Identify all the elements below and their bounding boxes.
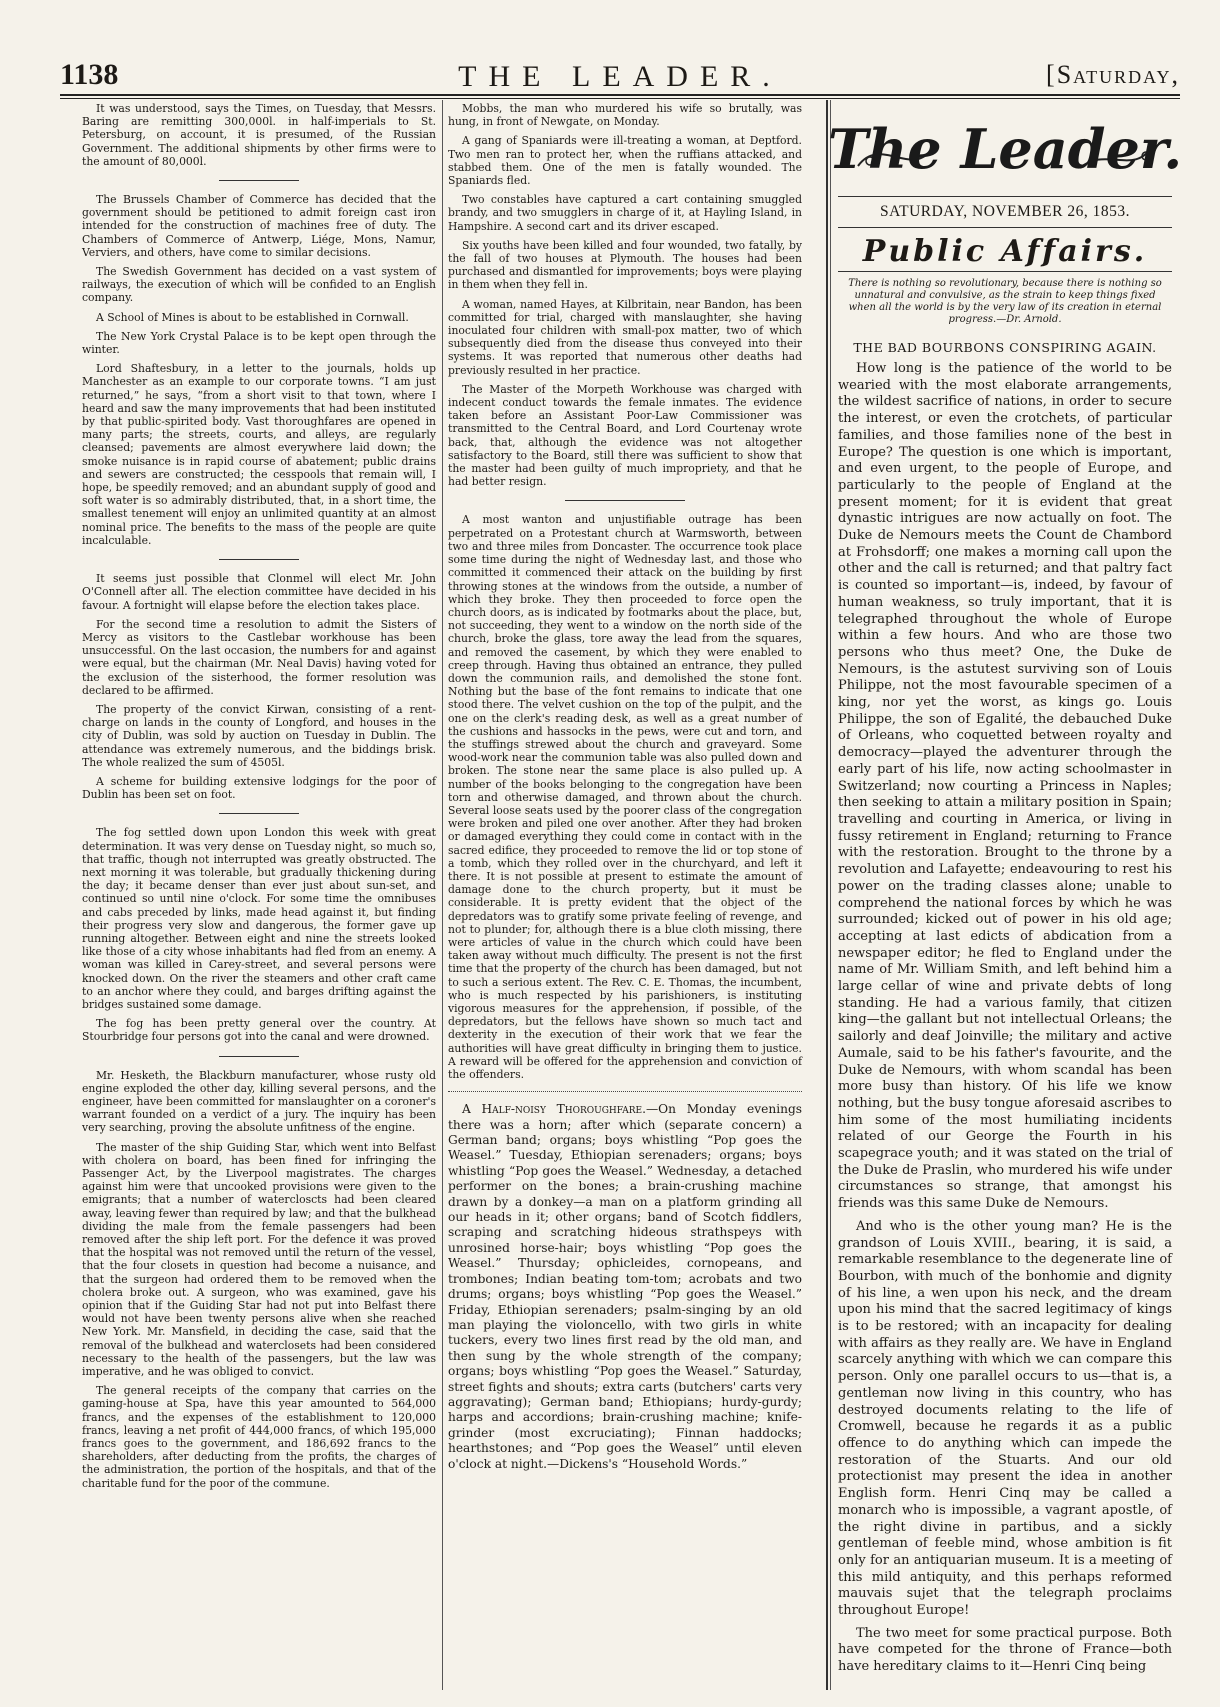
news-paragraph: A gang of Spaniards were ill-treating a woman, at Deptford. Two men ran to protect her, when the ruffians attacked, and stabbed them. One of the men is fatally wounded. The Spaniards fled.: [448, 134, 802, 188]
separator: [219, 813, 299, 814]
half-noisy-title: A Half-noisy Thoroughfare.: [462, 1102, 646, 1117]
page-number: 1138: [60, 58, 119, 91]
rule: [838, 271, 1172, 272]
column-divider-2: [826, 100, 828, 1690]
news-paragraph: The fog has been pretty general over the country. At Stourbridge four persons got into the canal and were drowned.: [82, 1017, 436, 1044]
column-2: [448, 102, 802, 1687]
news-paragraph: A most wanton and unjustifiable outrage has been perpetrated on a Protestant church at Warmsworth, between two and three miles from Doncaster. The occurrence took place some time during the night of Wednesday last, and those who committed it commenced their attack on the building by first throwing stones at the windows from the outside, a number of which they broke. They then proceeded to force open the church doors, as is indicated by footmarks about the place, but, not succeeding, they went to a window on the north side of the church, broke the glass, tore away the lead from the squares, and removed the casement, by which they were enabled to creep through. Having thus obtained an entrance, they pulled down the communion rails, and demolished the stone font. Nothing but the base of the font remains to indicate that one stood there. The velvet cushion on the top of the pulpit, and the one on the clerk's reading desk, as well as a great number of the cushions and hassocks in the pews, were cut and torn, and the stuffings strewed about the church and graveyard. Some wood-work near the communion table was also pulled down and broken. The stone near the same place is also pulled up. A number of the books belonging to the congregation have been torn and otherwise damaged, and thrown about the church. Several loose seats used by the poorer class of the congregation were broken and piled one over another. After they had broken or damaged everything they could come in contact with in the sacred edifice, they proceeded to remove the lid or top stone of a tomb, which they rolled over in the churchyard, and left it there. It is not possible at present to estimate the amount of damage done to the church property, but it must be considerable. It is pretty evident that the object of the depredators was to gratify some private feeling of revenge, and not to plunder; for, although there is a blue cloth missing, there were articles of value in the church which could have been taken away without much difficulty. The present is not the first time that the property of the church has been damaged, but not to such a serious extent. The Rev. C. E. Thomas, the incumbent, who is much respected by his parishioners, is instituting vigorous measures for the apprehension, if possible, of the depredators, but the fellows have shown so much tact and dexterity in the execution of their work that we fear the authorities will have great difficulty in bringing them to justice. A reward will be offered for the apprehension and conviction of the offenders.: [448, 513, 802, 1082]
epigraph: There is nothing so revolutionary, because there is nothing so unnatural and convulsive, as the strain to keep things fixed when all the world is by the very law of its creation in eternal progress.—Dr. Arnold.: [848, 278, 1162, 325]
news-paragraph: The Swedish Government has decided on a vast system of railways, the execution of which will be confided to an English company.: [82, 265, 436, 305]
article-title: THE BAD BOURBONS CONSPIRING AGAIN.: [853, 340, 1157, 355]
news-paragraph: The general receipts of the company that carries on the gaming-house at Spa, have this year amounted to 564,000 francs, and the expenses of the establishment to 120,000 francs, leaving a net profit of 444,000 francs, of which 195,000 francs goes to the government, and 186,692 francs to the shareholders, after deducting from the profits, the charges of the administration, the portion of the hospitals, and that of the charitable fund for the poor of the commune.: [82, 1384, 436, 1490]
rule: [838, 196, 1172, 197]
news-paragraph: Mobbs, the man who murdered his wife so brutally, was hung, in front of Newgate, on Monday.: [448, 102, 802, 129]
column-3: [827, 102, 1183, 1687]
logo-text: The Leader.: [827, 117, 1183, 181]
separator: [565, 500, 685, 501]
separator: [219, 559, 299, 560]
news-paragraph: It seems just possible that Clonmel will elect Mr. John O'Connell after all. The election committee have decided in his favour. A fortnight will elapse before the election takes place.: [82, 572, 436, 612]
logo-block: [827, 106, 1183, 190]
section-title: Public Affairs.: [862, 234, 1148, 269]
masthead-rule: [60, 94, 1180, 96]
the-leader-logo: [827, 106, 1183, 186]
dotted-separator: [448, 1091, 802, 1092]
news-paragraph: A scheme for building extensive lodgings for the poor of Dublin has been set on foot.: [82, 774, 436, 802]
paper-title: THE LEADER.: [458, 60, 782, 93]
masthead: [60, 58, 1180, 92]
dateline: SATURDAY, NOVEMBER 26, 1853.: [880, 203, 1130, 220]
column-divider-2b: [830, 100, 831, 1690]
day-label: [Saturday,: [1046, 60, 1180, 89]
news-paragraph: Two constables have captured a cart containing smuggled brandy, and two smugglers in charge of it, at Hayling Island, in Hampshire. A second cart and its driver escaped.: [448, 193, 802, 233]
half-noisy-text: —On Monday evenings there was a horn; after which (separate concern) a German band; organs; boys whistling “Pop goes the Weasel.” Tuesday, Ethiopian serenaders; organs; boys whistling “Pop goes the Weasel.” Wednesday, a detached performer on the bones; a brain-crushing machine drawn by a donkey—a man on a platform grinding all our heads in it; other organs; band of Scotch fiddlers, scraping and scratching hideous strathspeys with unrosined horse-hair; boys whistling “Pop goes the Weasel.” Thursday; ophicleides, cornopeans, and trombones; Indian beating tom-tom; acrobats and two drums; organs; boys whistling “Pop goes the Weasel.” Friday, Ethiopian serenaders; psalm-singing by an old man playing the violoncello, with two girls in white tuckers, every two lines first read by the old man, and then sung by the whole strength of the company; organs; boys whistling “Pop goes the Weasel.” Saturday, street fights and shouts; extra carts (butchers' carts very aggravating); German band; Ethiopians; hurdy-gurdy; harps and accordions; brain-crushing machine; knife-grinder (most excruciating); Finnan haddocks; hearthstones; and “Pop goes the Weasel” until eleven o'clock at night.—Dickens's “Household Words.”: [448, 1102, 803, 1471]
masthead-rule-thin: [60, 98, 1180, 99]
column-1: [82, 102, 436, 1687]
news-paragraph: The New York Crystal Palace is to be kept open through the winter.: [82, 329, 436, 357]
half-noisy-paragraph: [448, 1102, 802, 1472]
news-paragraph: The Brussels Chamber of Commerce has decided that the government should be petitioned to admit foreign cast iron intended for the construction of machines free of duty. The Chambers of Commerce of Antwerp, Liége, Mons, Namur, Verviers, and others, have come to similar decisions.: [82, 193, 436, 259]
news-paragraph: Six youths have been killed and four wounded, two fatally, by the fall of two houses at Plymouth. The houses had been purchased and dismantled for improvements; boys were playing in them when they fell in.: [448, 238, 802, 292]
news-paragraph: A School of Mines is about to be established in Cornwall.: [96, 310, 409, 324]
article-paragraph: The two meet for some practical purpose. Both have competed for the throne of France—both have hereditary claims to it—Henri Cinq being: [838, 1625, 1172, 1675]
news-paragraph: The fog settled down upon London this week with great determination. It was very dense on Tuesday night, so much so, that traffic, though not interrupted was greatly obstructed. The next morning it was tolerable, but gradually thickening during the day; it became denser than ever just about sun-set, and continued so until nine o'clock. For some time the omnibuses and cabs preceded by links, made head against it, but finding their progress very slow and dangerous, the former gave up running altogether. Between eight and nine the streets looked like those of a city whose inhabitants had fled from an enemy. A woman was killed in Carey-street, and several persons were knocked down. On the river the steamers and other craft came to an anchor where they could, and barges drifting against the bridges sustained some damage.: [82, 826, 436, 1011]
news-paragraph: It was understood, says the Times, on Tuesday, that Messrs. Baring are remitting 300,000l. in half-imperials to St. Petersburg, on account, it is presumed, of the Russian Government. The additional shipments by other firms were to the amount of 80,000l.: [82, 102, 436, 168]
separator: [219, 180, 299, 181]
rule: [838, 227, 1172, 228]
news-paragraph: The property of the convict Kirwan, consisting of a rent-charge on lands in the county of Longford, and houses in the city of Dublin, was sold by auction on Tuesday in Dublin. The attendance was extremely numerous, and the biddings brisk. The whole realized the sum of 4505l.: [82, 702, 436, 769]
column-divider-1: [442, 100, 443, 1690]
article-paragraph: How long is the patience of the world to be wearied with the most elaborate arrangements, the wildest sacrifice of nations, in order to secure the interest, or even the crotchets, of particular families, and those families none of the best in Europe? The question is one which is important, and even urgent, to the people of Europe, and particularly to the people of England at the present moment; for it is evident that great dynastic intrigues are now actually on foot. The Duke de Nemours meets the Count de Chambord at Frohsdorff; one makes a morning call upon the other and the call is returned; and that paltry fact is counted so important—is, indeed, by favour of human weakness, so truly important, that it is telegraphed throughout the whole of Europe within a few hours. And who are those two persons who thus meet? One, the Duke de Nemours, is the astutest surviving son of Louis Philippe, not the most favourable specimen of a king, nor yet the worst, as kings go. Louis Philippe, the son of Egalité, the debauched Duke of Orleans, who coquetted between royalty and democracy—played the adventurer through the early part of his life, now acting schoolmaster in Switzerland; now courting a Princess in Naples; then seeking to attain a military position in Spain; travelling and courting in America, or living in fussy retirement in England; returning to France with the restoration. Brought to the throne by a revolution and Lafayette; endeavouring to rest his power on the trading classes alone; unable to comprehend the national forces by which he was surrounded; kicked out of power in his old age; accepting at last edicts of abdication from a newspaper editor; he fled to England under the name of Mr. William Smith, and left behind him a large cellar of wine and private debts of long standing. He had a various family, that citizen king—the gallant but not intellectual Orleans; the sailorly and deaf Joinville; the military and active Aumale, said to be his father's favourite, and the Duke de Nemours, with whom scandal has been more busy than history. Of his life we know nothing, but the busy tongue aforesaid ascribes to him some of the most humiliating incidents related of our George the Fourth in his scapegrace youth; and it was stated on the trial of the Duke de Praslin, who murdered his wife under circumstances so strange, that amongst his friends was this same Duke de Nemours.: [838, 361, 1172, 1212]
separator: [219, 1056, 299, 1057]
news-paragraph: For the second time a resolution to admit the Sisters of Mercy as visitors to the Castlebar workhouse has been unsuccessful. On the last occasion, the numbers for and against were equal, but the chairman (Mr. Neal Davis) having voted for the exclusion of the sisterhood, the former resolution was declared to be affirmed.: [82, 617, 436, 697]
article-paragraph: And who is the other young man? He is the grandson of Louis XVIII., bearing, it is said, a remarkable resemblance to the degenerate line of Bourbon, with much of the bonhomie and dignity of his line, a wen upon his neck, and the dream upon his mind that the sacred legitimacy of kings is to be restored; with an incapacity for dealing with affairs as they really are. We have in England scarcely anything with which we can compare this person. Only one parallel occurs to us—that is, a gentleman now living in this country, who has destroyed documents relating to the life of Cromwell, because he regards it as a public offence to do anything which can impede the restoration of the Stuarts. And our old protectionist may present the idea in another English form. Henri Cinq may be called a monarch who is impossible, a vagrant apostle, of the right divine in partibus, and a sickly gentleman of feeble mind, whose ambition is fit only for an antiquarian museum. It is a meeting of this mild antiquity, and this perhaps reformed mauvais sujet that the telegraph proclaims throughout Europe!: [838, 1218, 1172, 1619]
news-paragraph: A woman, named Hayes, at Kilbritain, near Bandon, has been committed for trial, charged with manslaughter, she having inoculated four children with small-pox matter, two of which subsequently died from the disease thus conveyed into their systems. It was reported that numerous other deaths had previously resulted in her practice.: [448, 297, 802, 377]
news-paragraph: Lord Shaftesbury, in a letter to the journals, holds up Manchester as an example to our corporate towns. “I am just returned,” he says, “from a short visit to that town, where I heard and saw the many improvements that had been instituted by that public-spirited body. Vast thoroughfares are opened in many parts; the streets, courts, and alleys, are regularly cleansed; pavements are almost everywhere laid down; the smoke nuisance is in rapid course of abatement; public drains and sewers are constructed; the cesspools that remain will, I hope, be speedily removed; and an abundant supply of good and soft water is so admirably distributed, that, in a short time, the smallest tenement will enjoy an unlimited quantity at an almost nominal price. The benefits to the mass of the people are quite incalculable.: [82, 362, 436, 547]
news-paragraph: The master of the ship Guiding Star, which went into Belfast with cholera on board, has been fined for infringing the Passenger Act, by the Liverpool magistrates. The charges against him were that uncooked provisions were given to the emigrants; that a number of watercloscts had been cleared away, leaving fewer than required by law; and that the bulkhead dividing the male from the female passengers had been removed after the ship left port. For the defence it was proved that the hospital was not removed until the return of the vessel, that the four closets in question had become a nuisance, and that the surgeon had ordered them to be removed when the cholera broke out. A surgeon, who was examined, gave his opinion that if the Guiding Star had not put into Belfast there would not have been twenty persons alive when she reached New York. Mr. Mansfield, in deciding the case, said that the removal of the bulkhead and waterclosets had been considered necessary to the health of the passengers, but the law was imperative, and he was obliged to convict.: [82, 1140, 436, 1379]
news-paragraph: The Master of the Morpeth Workhouse was charged with indecent conduct towards the female inmates. The evidence taken before an Assistant Poor-Law Commissioner was transmitted to the Central Board, and Lord Courtenay wrote back, that, although the evidence was not altogether satisfactory to the Board, still there was sufficient to show that the master had been guilty of much impropriety, and that he had better resign.: [448, 382, 802, 489]
news-paragraph: Mr. Hesketh, the Blackburn manufacturer, whose rusty old engine exploded the other day, killing several persons, and the engineer, have been committed for manslaughter on a coroner's warrant founded on a verdict of a jury. The inquiry has been very searching, proving the absolute unfitness of the engine.: [82, 1068, 436, 1135]
